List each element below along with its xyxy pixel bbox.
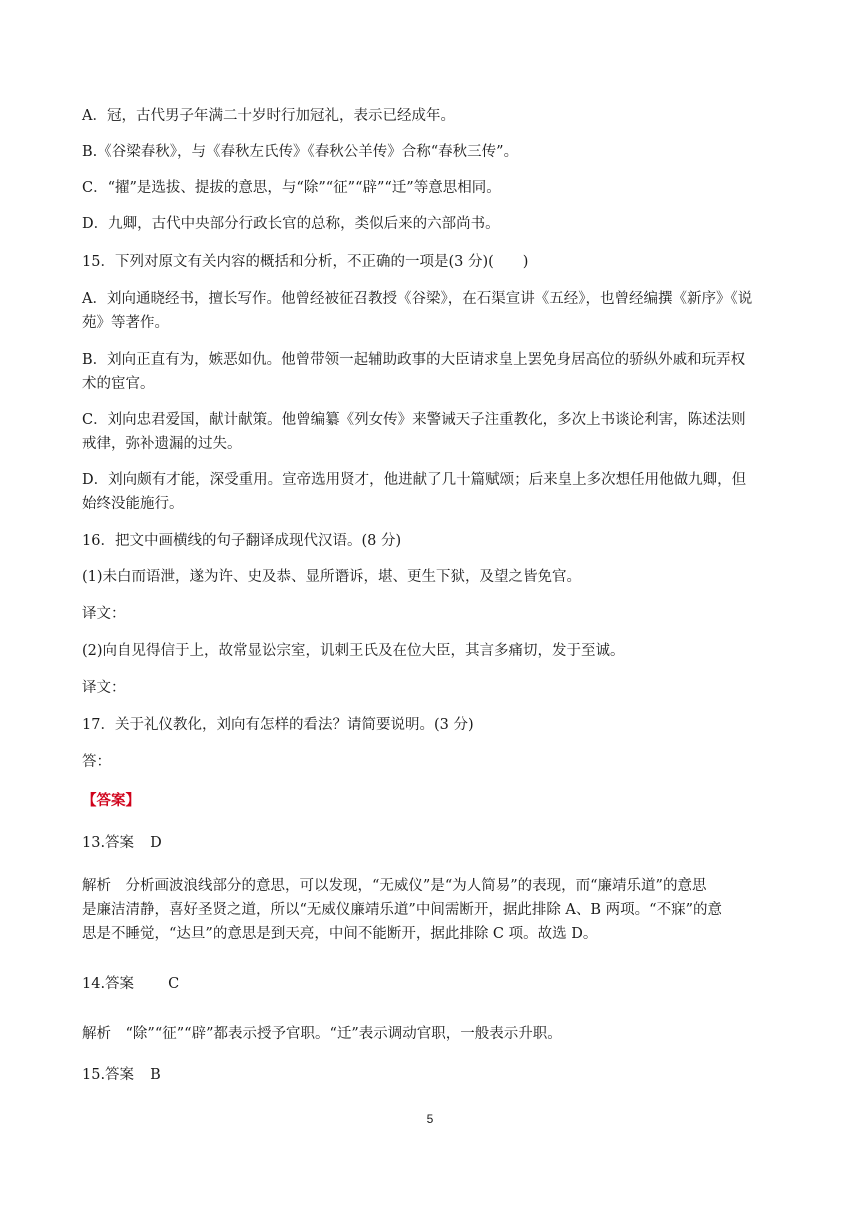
answer-14-value: C [168,976,180,992]
page-number: 5 [426,1112,434,1126]
q14-option-a: A．冠，古代男子年满二十岁时行加冠礼，表示已经成年。 [82,108,455,124]
q15-option-a-line2: 苑》等著作。 [82,315,169,331]
answer-section-heading: 【答案】 [82,792,140,809]
answer-15-label: 15.答案 [82,1067,135,1083]
answer-13-label: 13.答案 [82,835,135,851]
q14-option-d: D．九卿，古代中央部分行政长官的总称，类似后来的六部尚书。 [82,216,500,232]
q16-translation-label-2: 译文： [82,680,126,696]
answer-14 [82,972,782,996]
answer-13-analysis-line2: 是廉洁清静，喜好圣贤之道，所以“无威仪廉靖乐道”中间需断开，据此排除 A、B 两项。“不寐”的意 [82,902,722,918]
answer-15 [82,1063,782,1087]
q15-option-c-line1: C．刘向忠君爱国，献计献策。他曾编纂《列女传》来警诫天子注重教化，多次上书谈论利害，陈述法则 [82,412,746,428]
q15-option-b-line2: 术的宦官。 [82,376,155,392]
q15-option-b-line1: B．刘向正直有为，嫉恶如仇。他曾带领一起辅助政事的大臣请求皇上罢免身居高位的骄纵外戚和玩弄权 [82,352,746,368]
q16-sentence-1: (1)未白而语泄，遂为许、史及恭、显所谮诉，堪、更生下狱，及望之皆免官。 [82,569,582,585]
answer-14-label: 14.答案 [82,976,135,992]
q15-option-c-line2: 戒律，弥补遗漏的过失。 [82,436,242,452]
q14-option-b: B.《谷梁春秋》，与《春秋左氏传》《春秋公羊传》合称“春秋三传”。 [82,144,519,160]
q15-stem: 15．下列对原文有关内容的概括和分析，不正确的一项是(3 分)( ) [82,254,529,270]
q17-stem: 17．关于礼仪教化，刘向有怎样的看法？请简要说明。(3 分) [82,717,474,733]
q17-answer-label: 答： [82,754,111,770]
q16-translation-label-1: 译文： [82,606,126,622]
q15-option-d-line1: D．刘向颇有才能，深受重用。宣帝选用贤才，他进献了几十篇赋颂；后来皇上多次想任用他做九卿，但 [82,472,747,488]
answer-13 [82,831,782,855]
q15-option-d-line2: 始终没能施行。 [82,496,184,512]
answer-14-analysis: 解析 “除”“征”“辟”都表示授予官职。“迁”表示调动官职，一般表示升职。 [82,1026,562,1042]
q16-sentence-2: (2)向自见得信于上，故常显讼宗室，讥刺王氏及在位大臣，其言多痛切，发于至诚。 [82,643,625,659]
answer-13-analysis-line1: 解析 分析画波浪线部分的意思，可以发现，“无威仪”是“为人简易”的表现，而“廉靖乐道”的意思 [82,878,707,894]
q16-stem: 16．把文中画横线的句子翻译成现代汉语。(8 分) [82,533,402,549]
answer-15-value: B [150,1067,161,1083]
answer-13-analysis-line3: 思是不睡觉，“达旦”的意思是到天亮，中间不能断开，据此排除 C 项。故选 D。 [82,926,598,942]
q14-option-c: C．“擢”是选拔、提拔的意思，与“除”“征”“辟”“迁”等意思相同。 [82,180,501,196]
answer-13-value: D [150,835,162,851]
q15-option-a-line1: A．刘向通晓经书，擅长写作。他曾经被征召教授《谷梁》，在石渠宣讲《五经》，也曾经编撰《新序》《说 [82,291,753,307]
